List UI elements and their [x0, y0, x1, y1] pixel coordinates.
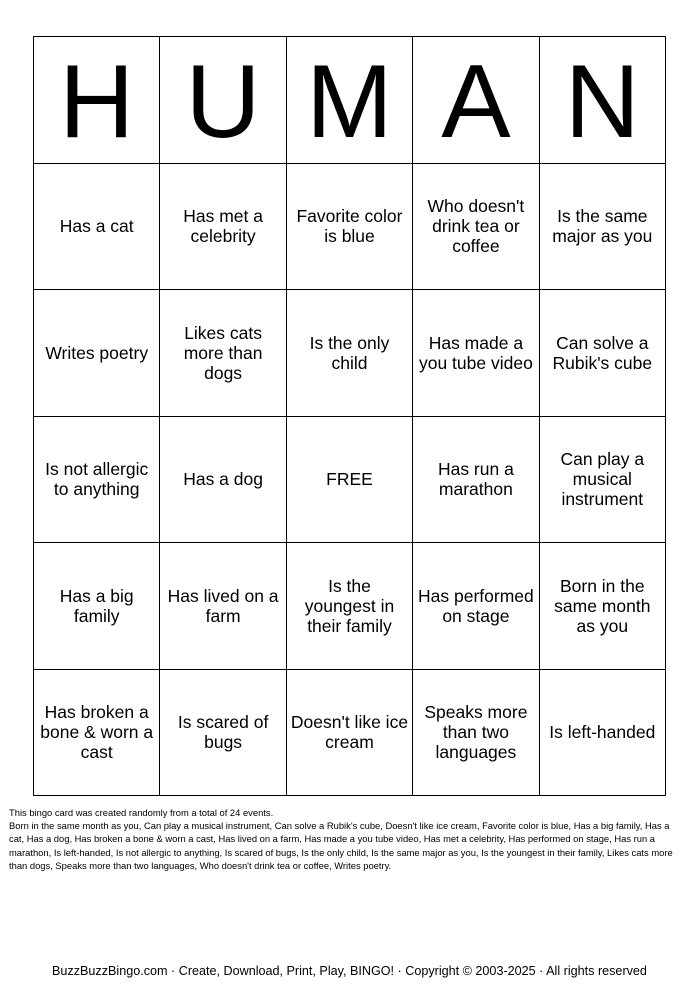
free-square: FREE [287, 417, 413, 544]
bingo-square: Likes cats more than dogs [160, 290, 286, 417]
bingo-square: Is scared of bugs [160, 670, 286, 797]
bingo-square: Is left-handed [540, 670, 666, 797]
header-letter-n: N [540, 37, 666, 164]
bingo-square: Doesn't like ice cream [287, 670, 413, 797]
bingo-square: Has a cat [34, 164, 160, 291]
header-letter-h: H [34, 37, 160, 164]
bingo-square: Has a dog [160, 417, 286, 544]
bingo-square: Born in the same month as you [540, 543, 666, 670]
bingo-square: Speaks more than two languages [413, 670, 539, 797]
header-letter-m: M [287, 37, 413, 164]
bingo-square: Has performed on stage [413, 543, 539, 670]
bingo-square: Has made a you tube video [413, 290, 539, 417]
bingo-square: Is the youngest in their family [287, 543, 413, 670]
bingo-square: Favorite color is blue [287, 164, 413, 291]
bingo-card [33, 36, 666, 796]
bingo-square: Is not allergic to anything [34, 417, 160, 544]
page-footer: BuzzBuzzBingo.com · Create, Download, Print, Play, BINGO! · Copyright © 2003-2025 · All rights reserved [52, 964, 647, 978]
card-footnote [9, 806, 681, 872]
bingo-square: Is the same major as you [540, 164, 666, 291]
bingo-square: Has met a celebrity [160, 164, 286, 291]
bingo-square: Has a big family [34, 543, 160, 670]
footnote-intro: This bingo card was created randomly from a total of 24 events. [9, 807, 274, 818]
bingo-square: Has broken a bone & worn a cast [34, 670, 160, 797]
header-letter-u: U [160, 37, 286, 164]
bingo-square: Is the only child [287, 290, 413, 417]
bingo-square: Can play a musical instrument [540, 417, 666, 544]
footnote-event-list: Born in the same month as you, Can play a musical instrument, Can solve a Rubik's cube, Doesn't like ice cream, Favorite color is blue, Has a big family, Has a cat, Has a dog, Has broken a bone & worn a cast, Has lived on a farm, Has made a you tube video, Has met a celebrity, Has performed on stage, Has run a marathon, Is left-handed, Is not allergic to anything, Is scared of bugs, Is the only child, Is the same major as you, Is the youngest in their family, Likes cats more than dogs, Speaks more than two languages, Who doesn't drink tea or coffee, Writes poetry. [9, 820, 673, 871]
header-letter-a: A [413, 37, 539, 164]
bingo-square: Has lived on a farm [160, 543, 286, 670]
bingo-square: Can solve a Rubik's cube [540, 290, 666, 417]
bingo-square: Who doesn't drink tea or coffee [413, 164, 539, 291]
bingo-square: Has run a marathon [413, 417, 539, 544]
bingo-square: Writes poetry [34, 290, 160, 417]
